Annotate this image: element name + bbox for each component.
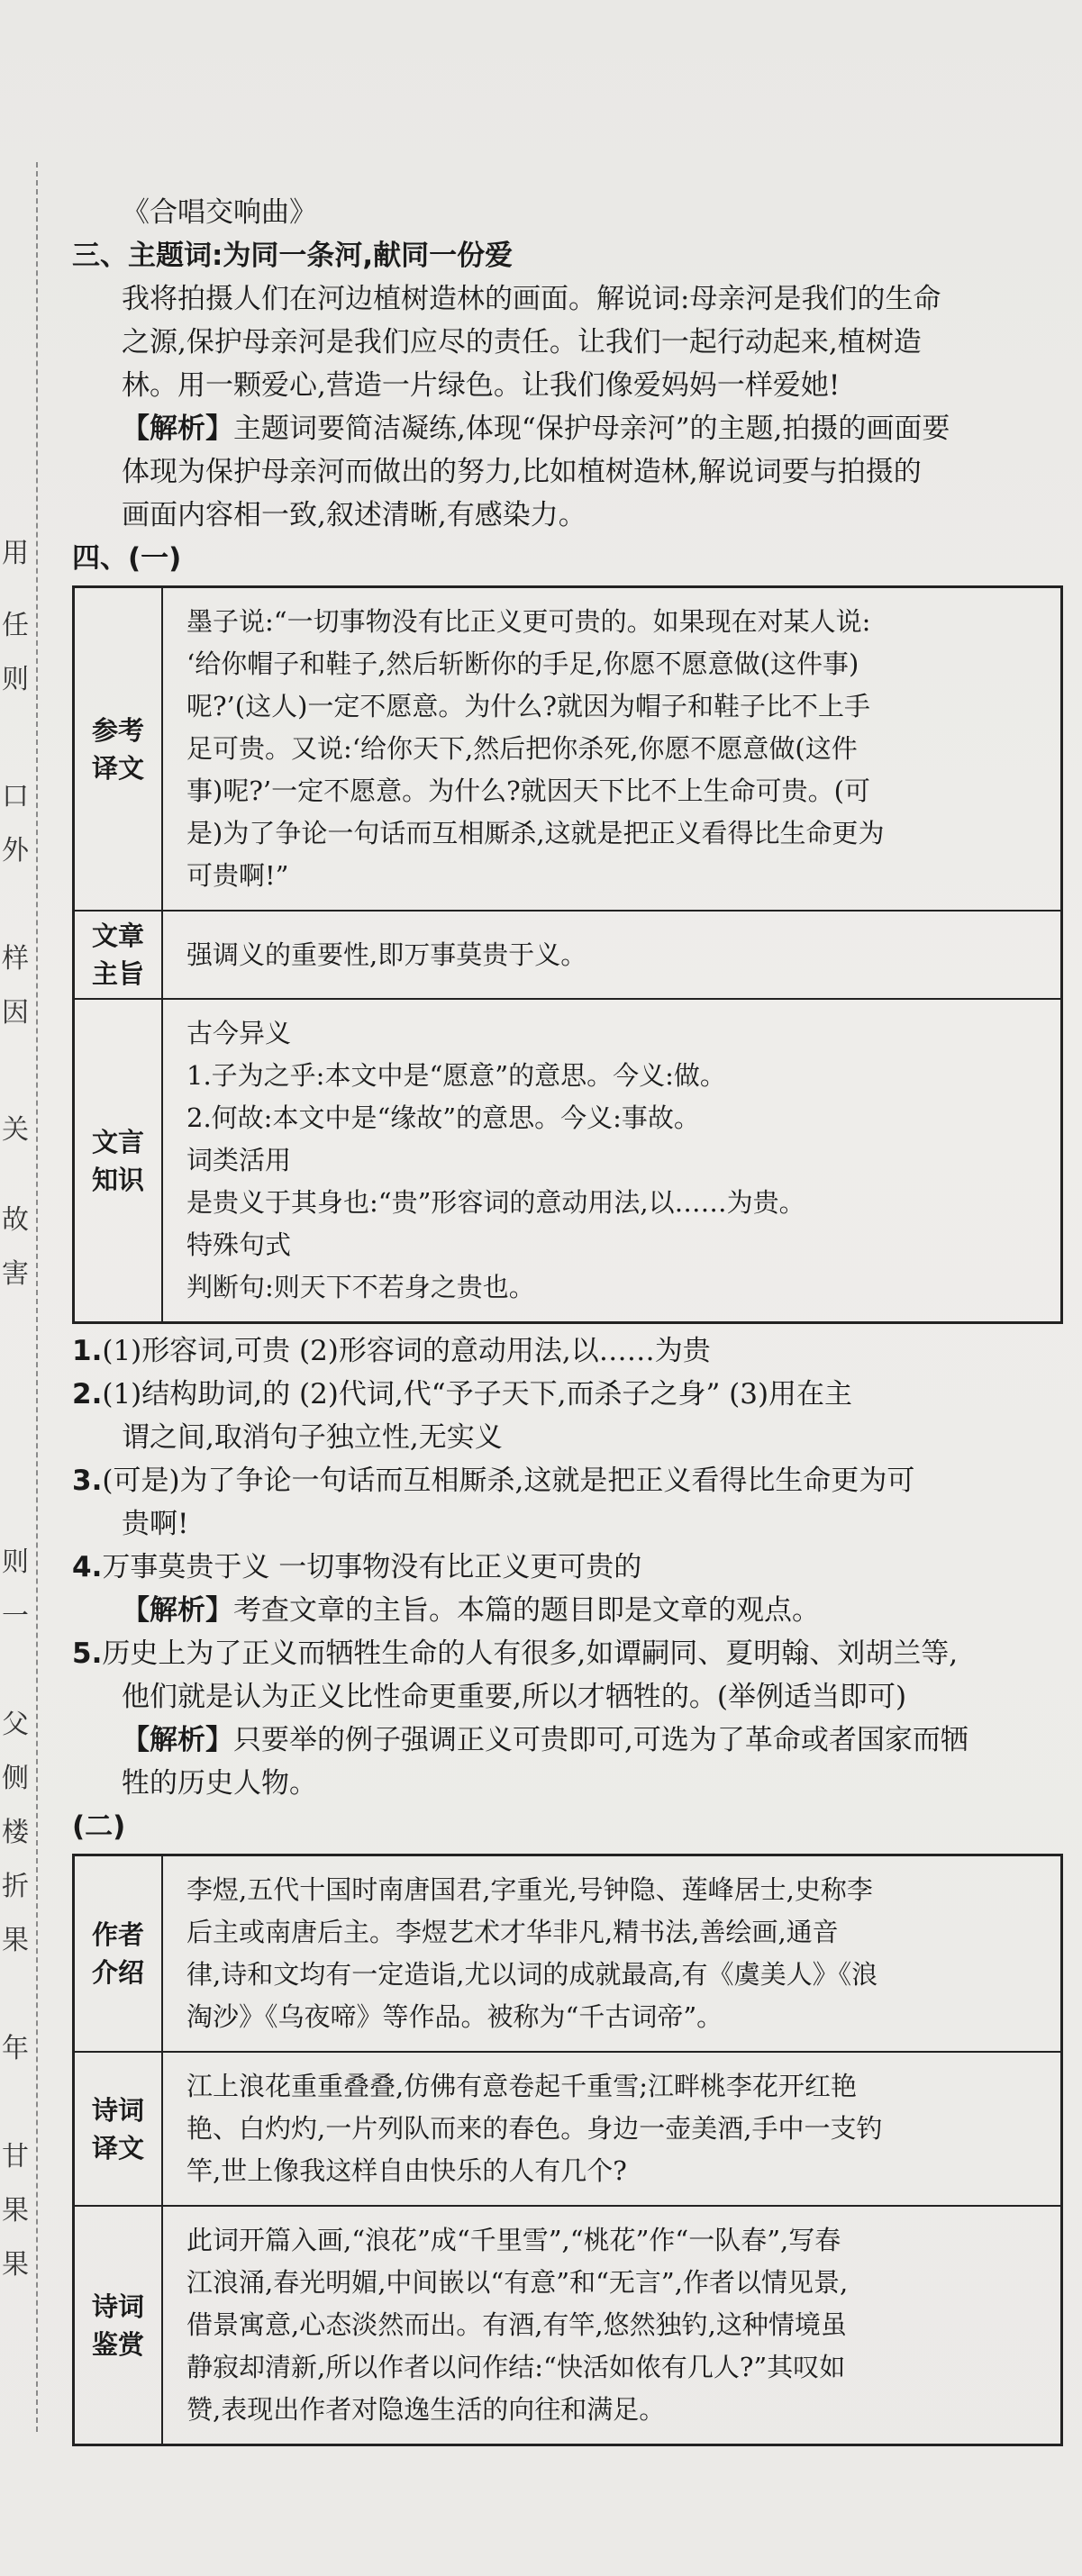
answer-2: 2.(1)结构助词,的 (2)代词,代“予子天下,而杀子之身” (3)用在主 [72,1378,853,1410]
poem-translation-label: 诗词 译文 [74,2052,163,2206]
answer-5-analysis-cont: 牲的历史人物。 [122,1767,317,1800]
margin-fragment: 则 [2,1547,29,1578]
answer-4: 4.万事莫贵于义 一切事物没有比正义更可贵的 [72,1551,642,1583]
knowledge-text: 古今异义 1.子为之乎:本文中是“愿意”的意思。今义:做。 2.何故:本文中是“缘故”的意思。今义:事故。 词类活用 是贵义于其身也:“贵”形容词的意动用法,以……为贵。 特殊句式 判断句:则天下不若身之贵也。 [162,999,1062,1323]
table-row [74,587,1062,912]
answer-3: 3.(可是)为了争论一句话而互相厮杀,这就是把正义看得比生命更为可 [72,1465,915,1497]
translation-label: 参考 译文 [74,587,163,912]
document-body [72,191,1072,2452]
margin-fragment: 外 [2,835,29,866]
margin-fragment: 任 [2,610,29,641]
binding-margin-line [36,162,38,2432]
margin-fragment: 折 [2,1871,29,1902]
section3-body-line: 林。用一颗爱心,营造一片绿色。让我们像爱妈妈一样爱她! [122,369,841,402]
theme-text: 强调义的重要性,即万事莫贵于义。 [162,911,1062,999]
table-row [74,2206,1062,2445]
classical-text-table [72,585,1063,1324]
section3-analysis-line: 画面内容相一致,叙述清晰,有感染力。 [122,499,586,531]
section3-heading: 三、主题词:为同一条河,献同一份爱 [72,240,514,272]
table-row [74,1855,1062,2053]
margin-fragment: 故 [2,1204,29,1236]
top-line: 《合唱交响曲》 [122,196,317,229]
margin-fragment: 楼 [2,1817,29,1848]
section3-analysis-line: 【解析】主题词要简洁凝练,体现“保护母亲河”的主题,拍摄的画面要 [122,413,950,445]
analysis-tag: 【解析】 [122,413,233,445]
section3-body-line: 我将拍摄人们在河边植树造林的画面。解说词:母亲河是我们的生命 [122,283,941,315]
author-label: 作者 介绍 [74,1855,163,2053]
margin-fragment: 父 [2,1709,29,1740]
appreciation-text: 此词开篇入画,“浪花”成“千里雪”,“桃花”作“一队春”,写春 江浪涌,春光明媚,中间嵌以“有意”和“无言”,作者以情见景, 借景寓意,心态淡然而出。有酒,有竿,悠然独钓,这种情境虽 静寂却清新,所以作者以问作结:“快活如侬有几人?”其叹如 赞,表现出作者对隐逸生活的向往和满足。 [162,2206,1062,2445]
margin-fragment: 用 [2,538,29,569]
margin-fragment: 侧 [2,1763,29,1794]
poem-table [72,1854,1063,2446]
margin-fragment: 则 [2,664,29,695]
margin-fragment: 甘 [2,2141,29,2172]
answer-3-cont: 贵啊! [122,1508,189,1540]
answer-1: 1.(1)形容词,可贵 (2)形容词的意动用法,以……为贵 [72,1335,711,1367]
margin-fragment: 口 [2,781,29,812]
poem-translation-text: 江上浪花重重叠叠,仿佛有意卷起千重雪;江畔桃李花开红艳 艳、白灼灼,一片列队而来的春色。身边一壶美酒,手中一支钓 竿,世上像我这样自由快乐的人有几个? [162,2052,1062,2206]
margin-fragment: 关 [2,1114,29,1146]
table-row [74,911,1062,999]
answer-5: 5.历史上为了正义而牺牲生命的人有很多,如谭嗣同、夏明翰、刘胡兰等, [72,1637,959,1670]
table-row [74,2052,1062,2206]
theme-label: 文章 主旨 [74,911,163,999]
section3-analysis-line: 体现为保护母亲河而做出的努力,比如植树造林,解说词要与拍摄的 [122,456,922,488]
margin-fragment: 果 [2,2249,29,2281]
answer-5-cont: 他们就是认为正义比性命更重要,所以才牺牲的。(举例适当即可) [122,1681,907,1713]
section4-part2-heading: (二) [72,1810,126,1843]
author-text: 李煜,五代十国时南唐国君,字重光,号钟隐、莲峰居士,史称李 后主或南唐后主。李煜艺术才华非凡,精书法,善绘画,通音 律,诗和文均有一定造诣,尤以词的成就最高,有《虞美人》《浪 淘沙》《乌夜啼》等作品。被称为“千古词帝”。 [162,1855,1062,2053]
table-row [74,999,1062,1323]
answer-2-cont: 谓之间,取消句子独立性,无实义 [122,1421,503,1454]
margin-fragment: 害 [2,1258,29,1290]
answer-4-analysis: 【解析】考查文章的主旨。本篇的题目即是文章的观点。 [122,1594,820,1627]
margin-fragment: 因 [2,997,29,1029]
appreciation-label: 诗词 鉴赏 [74,2206,163,2445]
margin-fragment: 年 [2,2033,29,2064]
margin-fragment: 一 [2,1601,29,1632]
knowledge-label: 文言 知识 [74,999,163,1323]
answer-5-analysis: 【解析】只要举的例子强调正义可贵即可,可选为了革命或者国家而牺 [122,1724,968,1756]
margin-fragment: 样 [2,943,29,975]
margin-fragment: 果 [2,2195,29,2227]
translation-text: 墨子说:“一切事物没有比正义更可贵的。如果现在对某人说: ‘给你帽子和鞋子,然后斩断你的手足,你愿不愿意做(这件事) 呢?’(这人)一定不愿意。为什么?就因为帽子和鞋子比不上手 足可贵。又说:‘给你天下,然后把你杀死,你愿不愿意做(这件 事)呢?’一定不愿意。为什么?就因天下比不上生命可贵。(可 是)为了争论一句话而互相厮杀,这就是把正义看得比生命更为 可贵啊!” [162,587,1062,912]
margin-fragment: 果 [2,1925,29,1956]
section3-body-line: 之源,保护母亲河是我们应尽的责任。让我们一起行动起来,植树造 [122,326,922,358]
section4-part1-heading: 四、(一) [72,542,182,575]
